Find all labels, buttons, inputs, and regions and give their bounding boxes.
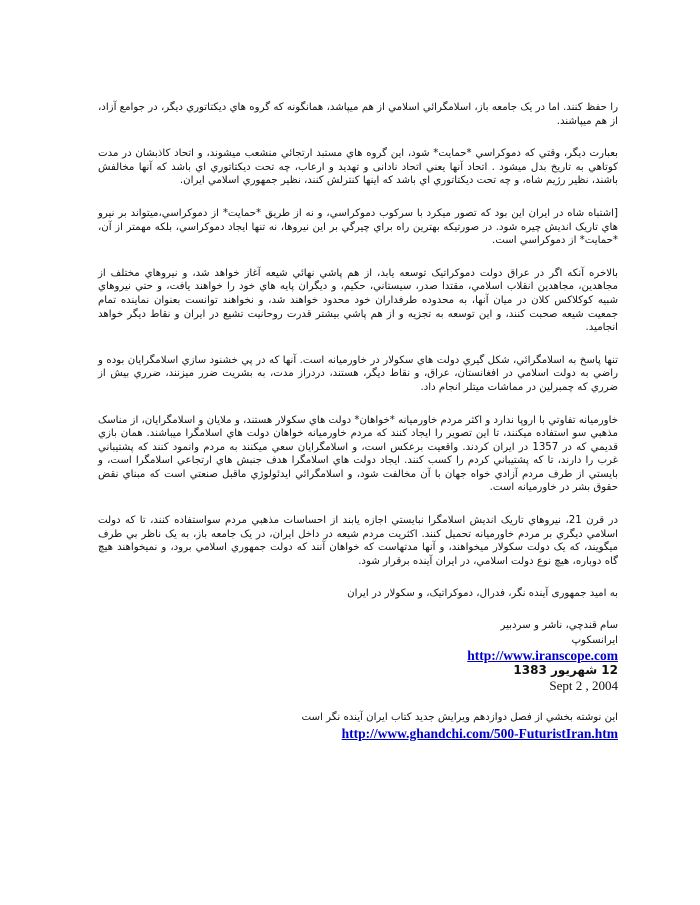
publication-name: ايرانسكوپ: [571, 634, 618, 646]
document-page: [98, 101, 618, 741]
paragraph-continuation: را حفظ كنند. اما در يک جامعه باز، اسلامگرائي اسلامي از هم ميپاشد، همانگونه كه گروه هاي ديكتاتوري ديگر، در جوامع آزاد، از هم ميپاشند.: [98, 102, 618, 127]
book-note: اين نوشته بخشي از فصل دوازدهم ويرايش جديد كتاب ايران آينده نگر است: [301, 712, 618, 724]
paragraph-iraq: بالاخره آنكه اگر در عراق دولت دموكراتيک توسعه يابد، از هم پاشي نهائي شيعه آغاز خواهد شد، و نيروهاي مختلف از مجاهدين، مجاهدين انقلاب اسلامي، مقتدا صدر، سيستاني، حكيم، و ديگران پايه هاي خود را خواهند يافت، و حتي نيروهاي شبيه كوكلاكس كلان در ميان آنها، به محدوده طرفداران خود محدود خواهند شد، و نخواهند توانست بعنوان نماينده تمام جمعيت شيعه صحبت كنند، و اين توسعه به تجزيه و از هم پاشي بيشتر قدرت روحانيت تشيع در ايران و نقاط ديگر خواهد انجاميد.: [98, 267, 618, 334]
date-persian: 12 شهريور 1383: [513, 663, 618, 678]
paragraph-closing-hope: به اميد جمهوری آينده نگر، فدرال، دموكراتيک، و سكولار در ايران: [347, 588, 618, 600]
paragraph-shah-mistake: [اشتباه شاه در ايران اين بود كه تصور ميكرد با سركوب دموكراسي، و نه از طريق *حمايت* از دموكراسي،ميتواند بر نيرو هاي تاريک انديش چيره شود. در صورتيكه بهترين راه براي چيرگي بر اين نيروها، نه تنها ايجاد دموكراسي، بلكه مهمتر از آن، *حمايت* از دموكراسي است.: [98, 207, 618, 247]
book-link[interactable]: http://www.ghandchi.com/500-FuturistIran.htm: [341, 725, 618, 741]
iranscope-link[interactable]: http://www.iranscope.com: [467, 648, 618, 664]
paragraph-secular-answer: تنها پاسخ به اسلامگرائي، شكل گيري دولت هاي سكولار در خاورميانه است. آنها كه در پي خشنود سازي اسلامگرايان بوده و راضي به دولت اسلامي در افغانستان، عراق، و نقاط ديگر، هستند، دردراز مدت، به بشريت ضرر ميزنند، ضرري بيش از ضرري كه چمبرلين در مماشات ميتلر انجام داد.: [98, 354, 618, 393]
footer-block: [98, 711, 618, 741]
date-english: Sept 2 , 2004: [549, 678, 618, 694]
paragraph-democracy-support: بعبارت ديگر، وقتي كه دموكراسي *حمايت* شود، اين گروه هاي مستبد ارتجائي منشعب ميشوند، و اتحاد كاذبشان در مدت كوتاهي به تاريخ بدل ميشود . اتحاد آنها يعني اتحاد نادانی و تهديد و ارعاب، چه تحت ديكتاتوري اي باشد كه آنها مخالفش باشند، نظير رژيم شاه، و چه تحت ديكتاتوري اي باشد كه اينها كنترلش كنند، نظير جمهوري اسلامي ايران.: [98, 148, 618, 187]
paragraph-middle-east: خاورميانه تفاوتي با اروپا ندارد و اكثر مردم خاورميانه *خواهان* دولت هاي سكولار هستند، و ملايان و اسلامگرايان، از مناسک مذهبي سو استفاده ميكنند، تا اين تصوير را ايجاد كنند كه مردم خاورميانه خواهان دولت هاي اسلامگرا ميباشند. همان بازي قديمي كه در 1357 در ايران كردند. واقعيت برعكس است، و اسلامگرايان سعي ميكنند به مردم وانمود كنند كه پشتيباني غرب را دارند، تا كه پشتيباني كردم را كسب كنند. ايجاد دولت هاي اسلامگرا هدف جنبش هاي ارتجاعي اسلامگرا است، و بايستي از طرف مردم آزادي خواه جهان با آن مخالفت شود، و اسلامگرائي ايدئولوژي ماقبل صنعتي است كه مبناي نقض حقوق بشر در خاورميانه است.: [98, 414, 619, 494]
signature-block: [98, 619, 618, 693]
author-line: سام قندچي، ناشر و سردبير: [500, 620, 618, 632]
paragraph-21st-century: در قرن 21، نيروهاي تاريک انديش اسلامگرا نبايستي اجازه يابند از احساسات مذهبي مردم سواستفاده كنند، تا كه دولت اسلامي ديگري بر مردم خاورميانه تحميل كنند. اكثريت مردم شيعه در داخل ايران، در يک جامعه باز، به يک ناظر بي طرف ميگويند، كه يک دولت سكولار ميخواهند، و آنها مدتهاست كه خواهان آنند كه دولت جمهوري اسلامي برود، و نميخواهند هيچ گاه دوباره، هيچ نوع دولت اسلامي، در ايران آينده برقرار شود.: [98, 515, 618, 567]
